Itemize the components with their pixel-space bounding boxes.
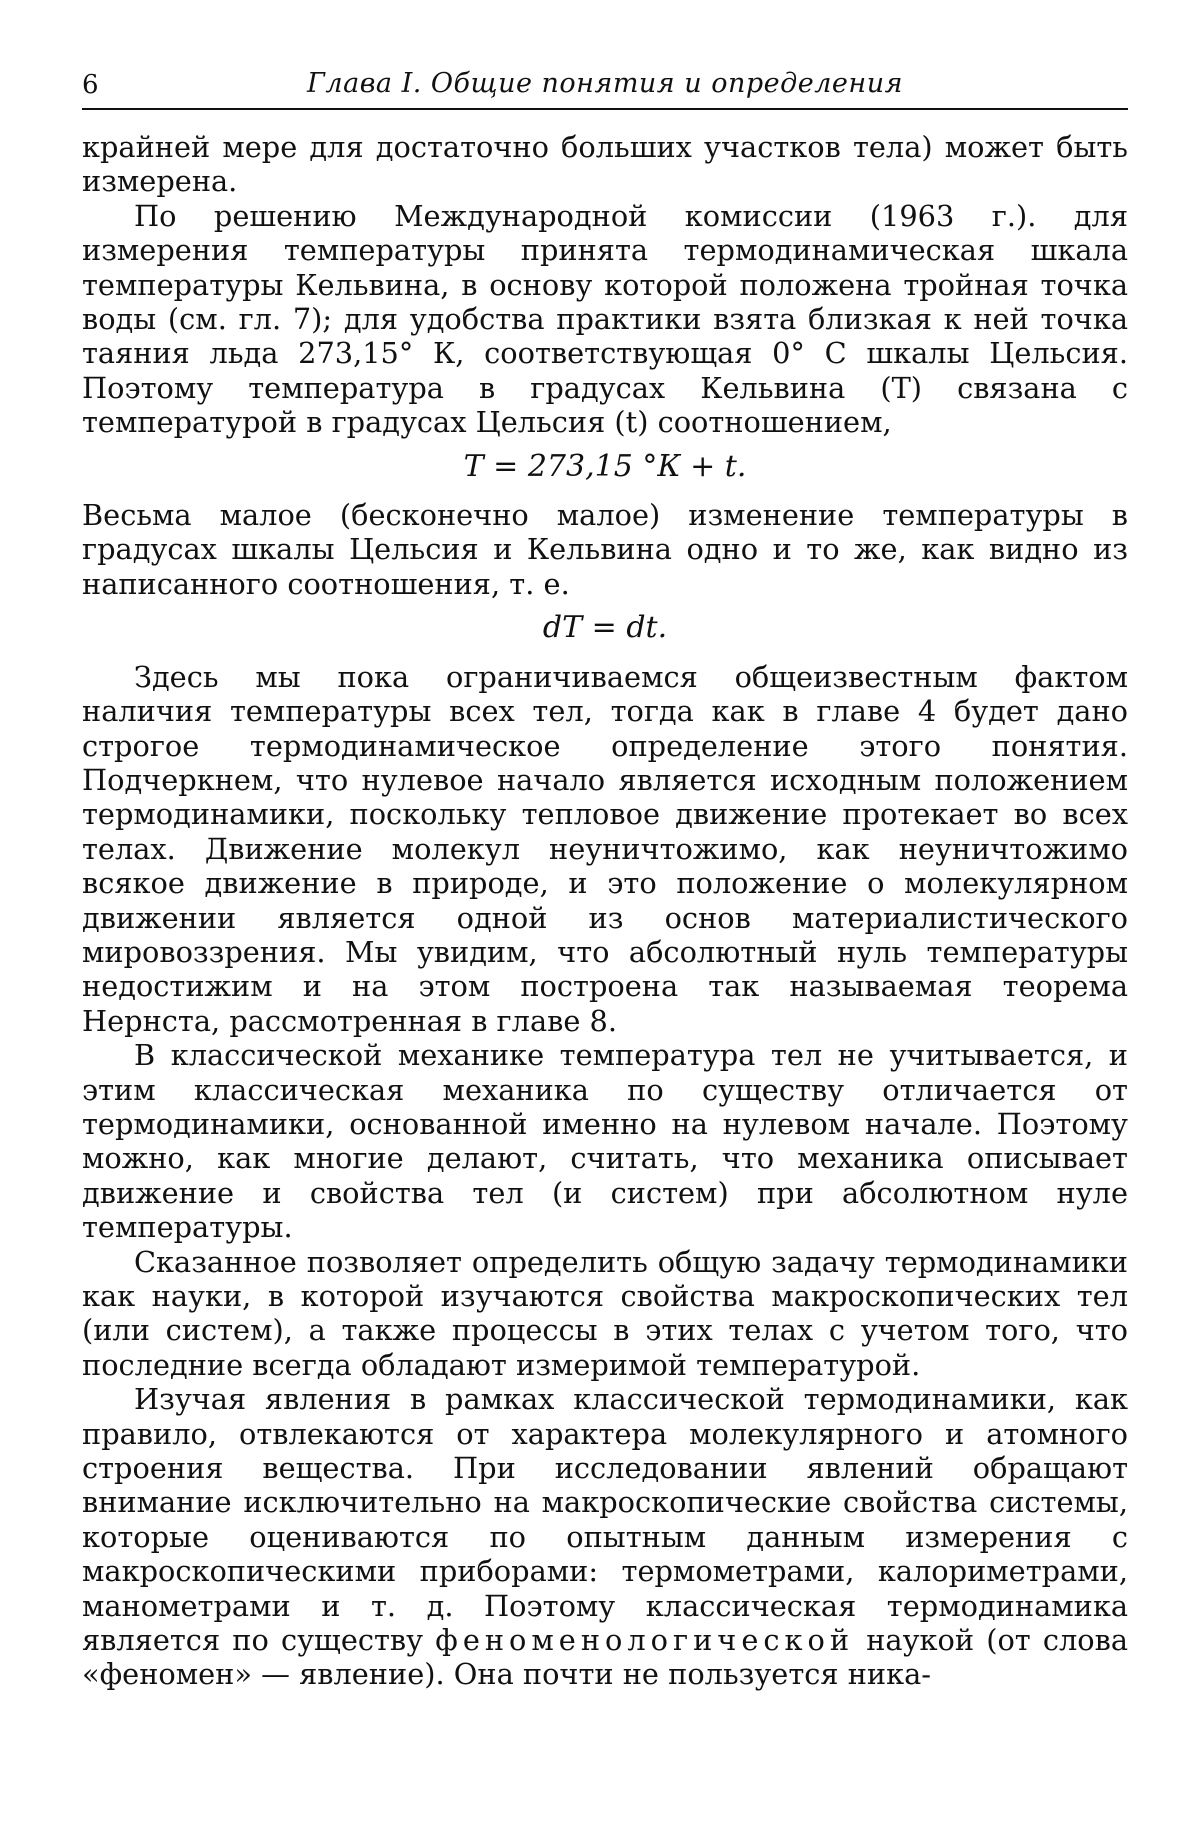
paragraph-continuation: крайней мере для достаточно больших участков тела) может быть измерена. bbox=[82, 130, 1128, 199]
formula-kelvin-celsius: T = 273,15 °К + t. bbox=[463, 448, 747, 484]
paragraph-kelvin-scale: По решению Международной комиссии (1963 г.). для измерения температуры принята термодинамическая шкала температуры Кельвина, в основу которой положена тройная точка воды (см. гл. 7); для удобства практики взята близкая к ней точка таяния льда 273,15° К, соответствующая 0° С шкалы Цельсия. Поэтому температура в градусах Кельвина (T) связана с температурой в градусах Цельсия (t) соотношением, bbox=[82, 198, 1128, 440]
book-page bbox=[82, 60, 1128, 1692]
phenomenological-text-before: Изучая явления в рамках классической термодинамики, как правило, отвлекаются от характера молекулярного и атомного строения вещества. При исследовании явлений обращают внимание исключительно на макроскопические свойства системы, которые оцениваются по опытным данным измерения с макроскопическими приборами: термометрами, калориметрами, манометрами и т. д. Поэтому классическая термодинамика является по существу bbox=[82, 1382, 1128, 1658]
running-head bbox=[82, 60, 1128, 110]
formula-differential: dT = dt. bbox=[542, 610, 668, 646]
paragraph-classical-mechanics: В классической механике температура тел не учитывается, и этим классическая механика по существу отличается от термодинамики, основанной именно на нулевом начале. Поэтому можно, как многие делают, считать, что механика описывает движение и свойства тел (и систем) при абсолютном нуле температуры. bbox=[82, 1038, 1128, 1245]
phenomenological-text-after: наукой (от слова «феномен» — явление). Она почти не пользуется ника- bbox=[82, 1623, 1129, 1692]
body-text bbox=[82, 130, 1128, 1692]
page-number: 6 bbox=[82, 70, 99, 100]
paragraph-thermodynamics-task: Сказанное позволяет определить общую задачу термодинамики как науки, в которой изучаются свойства макроскопических тел (или систем), а также процессы в этих телах с учетом того, что последние всегда обладают измеримой температурой. bbox=[82, 1244, 1128, 1382]
paragraph-zero-law: Здесь мы пока ограничиваемся общеизвестным фактом наличия температуры всех тел, тогда как в главе 4 будет дано строгое термодинамическое определение этого понятия. Подчеркнем, что нулевое начало является исходным положением термодинамики, поскольку тепловое движение протекает во всех телах. Движение молекул неуничтожимо, как неуничтожимо всякое движение в природе, и это положение о молекулярном движении является одной из основ материалистического мировоззрения. Мы увидим, что абсолютный нуль температуры недостижим и на этом построена так называемая теорема Нернста, рассмотренная в главе 8. bbox=[82, 659, 1128, 1038]
paragraph-small-change: Весьма малое (бесконечно малое) изменение температуры в градусах шкалы Цельсия и Кельвина одно и то же, как видно из написанного соотношения, т. е. bbox=[82, 498, 1128, 601]
chapter-title: Глава I. Общие понятия и определения bbox=[307, 68, 903, 99]
phenomenological-emphasis: феноменологической bbox=[435, 1623, 855, 1658]
paragraph-phenomenological bbox=[82, 1382, 1128, 1692]
